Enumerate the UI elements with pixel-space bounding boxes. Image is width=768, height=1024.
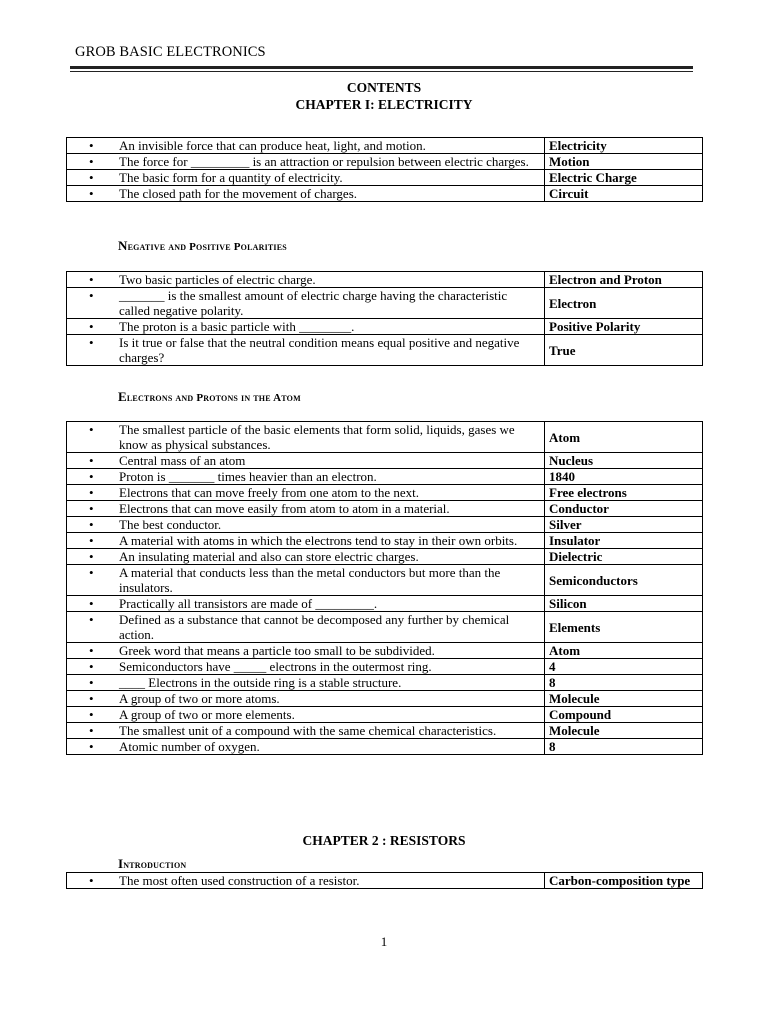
question-cell [67,501,545,517]
answer-cell: Semiconductors [545,565,703,596]
answer-cell: Atom [545,643,703,659]
question-text: Proton is _______ times heavier than an electron. [119,469,377,484]
answer-cell: Electron [545,288,703,319]
answer-cell: Dielectric [545,549,703,565]
question-text: The most often used construction of a resistor. [119,873,360,888]
question-cell [67,659,545,675]
question-text: Practically all transistors are made of _________. [119,596,378,611]
bullet-icon: • [89,288,94,303]
bullet-icon: • [89,549,94,564]
atom-table [66,421,703,755]
section-title-introduction [118,856,186,872]
section-title-initial: I [118,856,124,871]
table-row [67,422,703,453]
question-text: Is it true or false that the neutral condition means equal positive and negative charges? [119,335,520,365]
chapter2-title: CHAPTER 2 : RESISTORS [302,833,466,848]
question-text: Electrons that can move easily from atom to atom in a material. [119,501,450,516]
question-text: An invisible force that can produce heat, light, and motion. [119,138,426,153]
question-text: The best conductor. [119,517,222,532]
table-row [67,469,703,485]
bullet-icon: • [89,485,94,500]
question-cell [67,549,545,565]
resistors-table [66,872,703,889]
question-cell [67,485,545,501]
table-row [67,723,703,739]
answer-cell: Molecule [545,723,703,739]
question-text: A group of two or more atoms. [119,691,280,706]
section-title-rest: egative and Positive Polarities [127,241,287,253]
table-row [67,186,703,202]
question-cell [67,469,545,485]
answer-cell: Compound [545,707,703,723]
table-row [67,288,703,319]
page-number: 1 [380,934,388,949]
question-cell [67,691,545,707]
table-row [67,565,703,596]
table-row [67,612,703,643]
question-text: An insulating material and also can store electric charges. [119,549,419,564]
question-cell [67,596,545,612]
bullet-icon: • [89,643,94,658]
table-row [67,485,703,501]
question-cell [67,707,545,723]
question-text: ____ Electrons in the outside ring is a stable structure. [119,675,402,690]
question-text: Semiconductors have _____ electrons in the outermost ring. [119,659,432,674]
answer-cell: Carbon-composition type [545,873,703,889]
running-head: GROB BASIC ELECTRONICS [75,44,266,60]
answer-cell: 8 [545,675,703,691]
header-rule-thick [70,66,693,69]
answer-cell: Conductor [545,501,703,517]
table-row [67,691,703,707]
table-row [67,154,703,170]
bullet-icon: • [89,873,94,888]
question-text: The smallest unit of a compound with the same chemical characteristics. [119,723,497,738]
table-row [67,138,703,154]
section-title-rest: lectrons and Protons in the Atom [126,392,301,404]
section-title-rest: ntroduction [123,859,187,871]
electricity-table [66,137,703,202]
table-row [67,272,703,288]
answer-cell: Circuit [545,186,703,202]
header-rule-thin [70,71,693,72]
bullet-icon: • [89,533,94,548]
question-cell [67,272,545,288]
answer-cell: Nucleus [545,453,703,469]
bullet-icon: • [89,501,94,516]
table-row [67,501,703,517]
answer-cell: True [545,335,703,366]
table-row [67,873,703,889]
bullet-icon: • [89,517,94,532]
answer-cell: 1840 [545,469,703,485]
question-cell [67,319,545,335]
question-cell [67,612,545,643]
bullet-icon: • [89,675,94,690]
table-row [67,533,703,549]
answer-cell: Molecule [545,691,703,707]
bullet-icon: • [89,272,94,287]
question-text: A group of two or more elements. [119,707,295,722]
answer-cell: Atom [545,422,703,453]
bullet-icon: • [89,691,94,706]
table-row [67,675,703,691]
answer-cell: Silicon [545,596,703,612]
answer-cell: Free electrons [545,485,703,501]
section-title-initial: N [118,238,128,253]
section-title-initial: E [118,389,127,404]
bullet-icon: • [89,319,94,334]
question-cell [67,288,545,319]
table-row [67,739,703,755]
polarities-table [66,271,703,366]
table-row [67,319,703,335]
question-cell [67,138,545,154]
table-row [67,549,703,565]
table-row [67,517,703,533]
answer-cell: Electric Charge [545,170,703,186]
table-row [67,453,703,469]
bullet-icon: • [89,612,94,627]
bullet-icon: • [89,469,94,484]
question-cell [67,517,545,533]
section-title-polarities [118,238,287,254]
bullet-icon: • [89,335,94,350]
chapter1-title: CHAPTER I: ELECTRICITY [295,97,473,112]
question-text: A material with atoms in which the electrons tend to stay in their own orbits. [119,533,518,548]
bullet-icon: • [89,453,94,468]
question-text: The closed path for the movement of charges. [119,186,358,201]
answer-cell: Insulator [545,533,703,549]
question-cell [67,453,545,469]
bullet-icon: • [89,659,94,674]
question-cell [67,873,545,889]
question-text: Central mass of an atom [119,453,246,468]
bullet-icon: • [89,723,94,738]
answer-cell: Positive Polarity [545,319,703,335]
bullet-icon: • [89,186,94,201]
question-text: The smallest particle of the basic elements that form solid, liquids, gases we know as physical substances. [119,422,515,452]
table-row [67,170,703,186]
question-text: Two basic particles of electric charge. [119,272,316,287]
question-text: Greek word that means a particle too small to be subdivided. [119,643,435,658]
bullet-icon: • [89,170,94,185]
bullet-icon: • [89,422,94,437]
answer-cell: Elements [545,612,703,643]
question-text: The basic form for a quantity of electricity. [119,170,343,185]
answer-cell: Electricity [545,138,703,154]
bullet-icon: • [89,565,94,580]
table-row [67,596,703,612]
bullet-icon: • [89,154,94,169]
table-row [67,659,703,675]
contents-title: CONTENTS [346,80,422,95]
question-cell [67,335,545,366]
bullet-icon: • [89,138,94,153]
question-text: The proton is a basic particle with ________. [119,319,355,334]
answer-cell: 8 [545,739,703,755]
table-row [67,643,703,659]
table-row [67,335,703,366]
answer-cell: Motion [545,154,703,170]
answer-cell: Electron and Proton [545,272,703,288]
question-cell [67,723,545,739]
question-cell [67,565,545,596]
question-text: _______ is the smallest amount of electric charge having the characteristic called negative polarity. [119,288,508,318]
section-title-atom [118,389,301,405]
question-text: Electrons that can move freely from one atom to the next. [119,485,419,500]
question-text: The force for _________ is an attraction or repulsion between electric charges. [119,154,529,169]
question-text: A material that conducts less than the metal conductors but more than the insulators. [119,565,501,595]
bullet-icon: • [89,596,94,611]
question-cell [67,154,545,170]
question-cell [67,643,545,659]
answer-cell: Silver [545,517,703,533]
bullet-icon: • [89,707,94,722]
question-cell [67,739,545,755]
table-row [67,707,703,723]
question-cell [67,675,545,691]
question-cell [67,170,545,186]
question-cell [67,422,545,453]
question-text: Atomic number of oxygen. [119,739,260,754]
question-cell [67,533,545,549]
question-text: Defined as a substance that cannot be decomposed any further by chemical action. [119,612,510,642]
answer-cell: 4 [545,659,703,675]
bullet-icon: • [89,739,94,754]
question-cell [67,186,545,202]
